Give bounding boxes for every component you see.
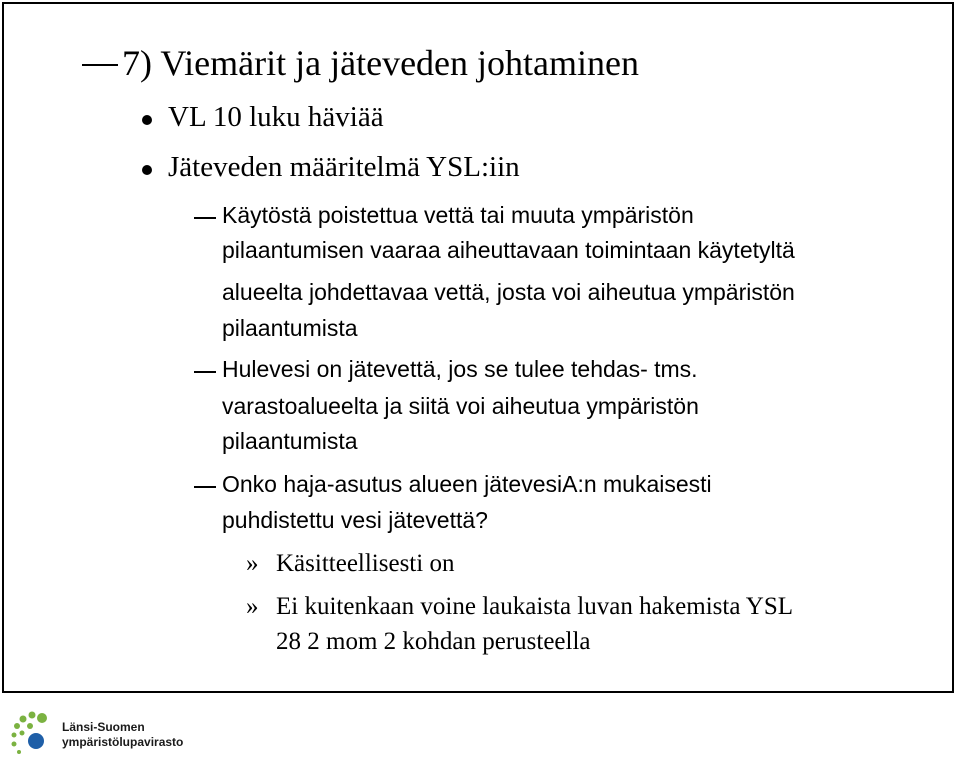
subitem-line: pilaantumista — [222, 428, 358, 454]
subitem-line: Hulevesi on jätevettä, jos se tulee tehdas- tms. — [222, 356, 698, 382]
heading-dash — [82, 64, 118, 66]
logo-dot — [28, 733, 44, 749]
subitem-line: alueelta johdettavaa vettä, josta voi aiheutua ympäristön — [222, 279, 795, 305]
subsubitem-marker: » — [246, 593, 259, 620]
logo-dot — [12, 733, 17, 738]
logo-dot — [20, 731, 25, 736]
logo-dot — [14, 723, 20, 729]
subitem-line: varastoalueelta ja siitä voi aiheutua ympäristön — [222, 393, 699, 419]
logo-dot — [12, 742, 17, 747]
subsubitem-line: Käsitteellisesti on — [276, 550, 455, 577]
agency-logo-icon — [8, 708, 62, 764]
agency-name-line2: ympäristölupavirasto — [62, 735, 184, 749]
agency-name — [62, 720, 183, 750]
logo-dot — [20, 716, 27, 723]
subitem-dash — [194, 486, 216, 488]
bullet-item: Jäteveden määritelmä YSL:iin — [168, 151, 520, 183]
logo-dot — [29, 712, 36, 719]
logo-dot — [27, 723, 33, 729]
bullet-item: VL 10 luku häviää — [168, 101, 384, 133]
subsubitem-marker: » — [246, 550, 259, 577]
subitem-line: pilaantumisen vaaraa aiheuttavaan toimintaan käytetyltä — [222, 237, 795, 263]
subsubitem-line: Ei kuitenkaan voine laukaista luvan hakemista YSL — [276, 593, 793, 620]
agency-name-line1: Länsi-Suomen — [62, 720, 145, 734]
bullet-marker — [142, 165, 152, 175]
slide-frame — [2, 2, 954, 693]
logo-dot — [17, 750, 21, 754]
slide-heading: 7) Viemärit ja jäteveden johtaminen — [122, 43, 639, 83]
bullet-marker — [142, 115, 152, 125]
subitem-line: pilaantumista — [222, 315, 358, 341]
subitem-line: Käytöstä poistettua vettä tai muuta ympäristön — [222, 202, 694, 228]
subitem-dash — [194, 217, 216, 219]
subitem-dash — [194, 371, 216, 373]
subitem-line: puhdistettu vesi jätevettä? — [222, 507, 488, 533]
logo-dot — [37, 713, 47, 723]
subitem-line: Onko haja-asutus alueen jätevesiA:n mukaisesti — [222, 471, 712, 497]
subsubitem-line: 28 2 mom 2 kohdan perusteella — [276, 628, 591, 655]
